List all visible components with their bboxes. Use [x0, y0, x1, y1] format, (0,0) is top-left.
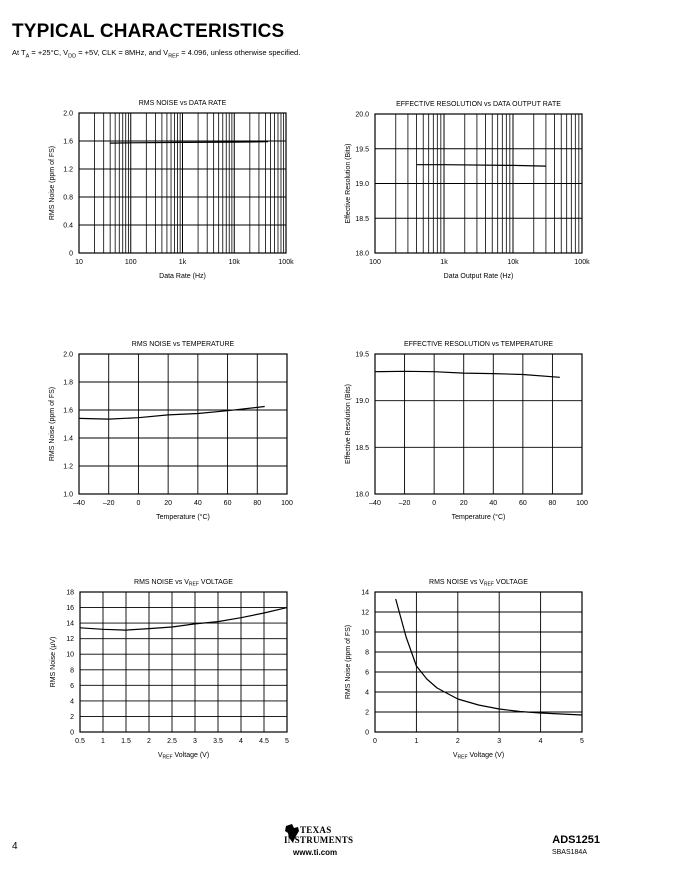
plot-frame — [80, 592, 287, 732]
x-tick-label: 4.5 — [259, 738, 269, 745]
document-number: SBAS184A — [551, 849, 587, 856]
y-tick-label: 8 — [365, 649, 369, 657]
y-tick-label: 1.2 — [63, 463, 73, 471]
chart-title: EFFECTIVE RESOLUTION vs TEMPERATURE — [403, 341, 554, 348]
y-tick-label: 8 — [70, 667, 74, 675]
y-tick-label: 0 — [69, 250, 73, 258]
chart-title: RMS NOISE vs $V_{REF}$ VOLTAGE — [134, 579, 233, 588]
x-tick-label: 100 — [369, 259, 381, 266]
y-axis-label: Effective Resolution (Bits) — [345, 143, 352, 224]
x-tick-label: 60 — [518, 500, 527, 507]
y-tick-label: 2.0 — [63, 110, 73, 118]
chart-title: RMS NOISE vs $V_{REF}$ VOLTAGE — [429, 579, 528, 588]
x-axis-label: $V_{REF}$ Voltage (V) — [452, 752, 505, 761]
x-tick-label: 100k — [278, 259, 294, 266]
y-tick-label: 1.0 — [63, 491, 73, 499]
x-tick-label: 10k — [507, 259, 519, 266]
page-number: 4 — [12, 841, 18, 852]
data-line — [375, 371, 560, 377]
x-axis-label: Temperature (°C) — [451, 514, 506, 521]
y-tick-label: 0 — [70, 729, 74, 737]
y-tick-label: 2.0 — [63, 351, 73, 359]
x-tick-label: 4 — [239, 738, 243, 745]
y-tick-label: 10 — [361, 629, 369, 637]
y-tick-label: 18.5 — [355, 215, 369, 223]
x-tick-label: 40 — [489, 500, 498, 507]
y-tick-label: 6 — [365, 669, 369, 677]
x-tick-label: 1k — [178, 259, 187, 266]
plot-frame — [79, 354, 287, 494]
chart-title: EFFECTIVE RESOLUTION vs DATA OUTPUT RATE — [396, 101, 561, 108]
y-tick-label: 14 — [66, 620, 74, 628]
x-tick-label: 3 — [193, 738, 197, 745]
data-line — [79, 407, 265, 420]
x-axis-label: Temperature (°C) — [156, 514, 210, 521]
x-axis-label: Data Output Rate (Hz) — [443, 273, 514, 280]
y-tick-label: 19.5 — [355, 146, 369, 154]
y-tick-label: 1.6 — [63, 138, 73, 146]
x-axis-label: Data Rate (Hz) — [159, 273, 206, 280]
x-tick-label: 100k — [574, 259, 590, 266]
x-tick-label: 3.5 — [213, 738, 223, 745]
plot-frame — [375, 592, 582, 732]
y-tick-label: 14 — [361, 589, 369, 597]
y-axis-label: RMS Noise (ppm of FS) — [49, 386, 56, 462]
y-tick-label: 1.8 — [63, 379, 73, 387]
y-tick-label: 0.8 — [63, 194, 73, 202]
y-tick-label: 2 — [70, 713, 74, 721]
y-tick-label: 18 — [66, 589, 74, 597]
conditions-text: = 4.096, unless otherwise specified. — [179, 48, 301, 57]
x-tick-label: 80 — [253, 500, 262, 507]
conditions-subscript: A — [25, 53, 30, 60]
x-tick-label: 100 — [576, 500, 588, 507]
conditions-subscript: DD — [68, 53, 77, 60]
x-tick-label: 10k — [228, 259, 240, 266]
data-line — [110, 142, 268, 143]
y-tick-label: 20.0 — [355, 111, 369, 119]
chart-title: RMS NOISE vs DATA RATE — [138, 100, 227, 107]
data-line — [396, 599, 582, 715]
y-tick-label: 1.4 — [63, 435, 73, 443]
y-axis-label: RMS Noise (µV) — [50, 636, 57, 688]
data-line — [417, 165, 546, 166]
conditions-text: = +25°C, V — [29, 48, 69, 57]
plot-frame — [375, 354, 582, 494]
x-tick-label: 1 — [414, 738, 419, 745]
y-tick-label: 19.0 — [355, 398, 369, 406]
y-axis-label: Effective Resolution (Bits) — [345, 383, 352, 465]
x-tick-label: 1k — [440, 259, 448, 266]
y-tick-label: 10 — [66, 651, 74, 659]
x-tick-label: 10 — [75, 259, 83, 266]
y-tick-label: 12 — [66, 636, 74, 644]
y-tick-label: 1.2 — [63, 166, 73, 174]
x-tick-label: 5 — [285, 738, 289, 745]
x-tick-label: 80 — [548, 500, 557, 507]
conditions-subscript: REF — [168, 53, 180, 60]
x-tick-label: 0 — [373, 738, 377, 745]
x-tick-label: 20 — [459, 500, 468, 507]
company-name-line2: INSTRUMENTS — [284, 835, 354, 845]
y-tick-label: 19.0 — [355, 181, 369, 188]
y-tick-label: 4 — [70, 698, 74, 706]
y-tick-label: 6 — [70, 682, 74, 690]
x-tick-label: 40 — [193, 500, 202, 507]
y-tick-label: 19.5 — [355, 351, 369, 359]
y-tick-label: 0 — [365, 729, 369, 737]
x-tick-label: 5 — [580, 738, 584, 745]
x-tick-label: 2.5 — [167, 738, 177, 745]
x-tick-label: –40 — [73, 500, 85, 507]
y-tick-label: 18.0 — [355, 250, 369, 258]
x-axis-label: $V_{REF}$ Voltage (V) — [157, 752, 210, 761]
x-tick-label: 0.5 — [75, 738, 85, 745]
y-tick-label: 18.0 — [355, 491, 369, 499]
y-tick-label: 18.5 — [355, 444, 369, 452]
y-axis-label: RMS Noise (ppm of FS) — [345, 624, 352, 700]
x-tick-label: 3 — [497, 738, 502, 745]
conditions-text: = +5V, CLK = 8MHz, and V — [76, 48, 169, 57]
y-tick-label: 1.6 — [63, 407, 73, 415]
x-tick-label: 0 — [432, 500, 437, 507]
x-tick-label: 1.5 — [121, 738, 131, 745]
x-tick-label: 2 — [147, 738, 151, 745]
x-tick-label: 100 — [281, 500, 293, 507]
y-tick-label: 4 — [365, 689, 369, 697]
conditions-text: At T — [12, 48, 26, 57]
y-axis-label: RMS Noise (ppm of FS) — [49, 145, 56, 221]
y-tick-label: 16 — [66, 605, 74, 613]
x-tick-label: –20 — [398, 500, 411, 507]
x-tick-label: 0 — [136, 500, 141, 507]
company-name-line1: TEXAS — [300, 825, 332, 835]
y-tick-label: 2 — [365, 709, 369, 717]
x-tick-label: 2 — [455, 738, 460, 745]
company-url[interactable]: www.ti.com — [293, 848, 338, 857]
page-title: TYPICAL CHARACTERISTICS — [12, 21, 285, 42]
x-tick-label: –40 — [369, 500, 381, 507]
x-tick-label: 1 — [101, 738, 105, 745]
x-tick-label: 4 — [538, 738, 543, 745]
x-tick-label: 20 — [164, 500, 173, 507]
part-number: ADS1251 — [552, 834, 600, 846]
y-tick-label: 12 — [361, 609, 369, 617]
data-line — [80, 608, 287, 631]
y-tick-label: 0.4 — [63, 222, 73, 230]
chart-title: RMS NOISE vs TEMPERATURE — [131, 341, 235, 348]
x-tick-label: 100 — [124, 259, 137, 266]
x-tick-label: 60 — [223, 500, 232, 507]
x-tick-label: –20 — [102, 500, 115, 507]
